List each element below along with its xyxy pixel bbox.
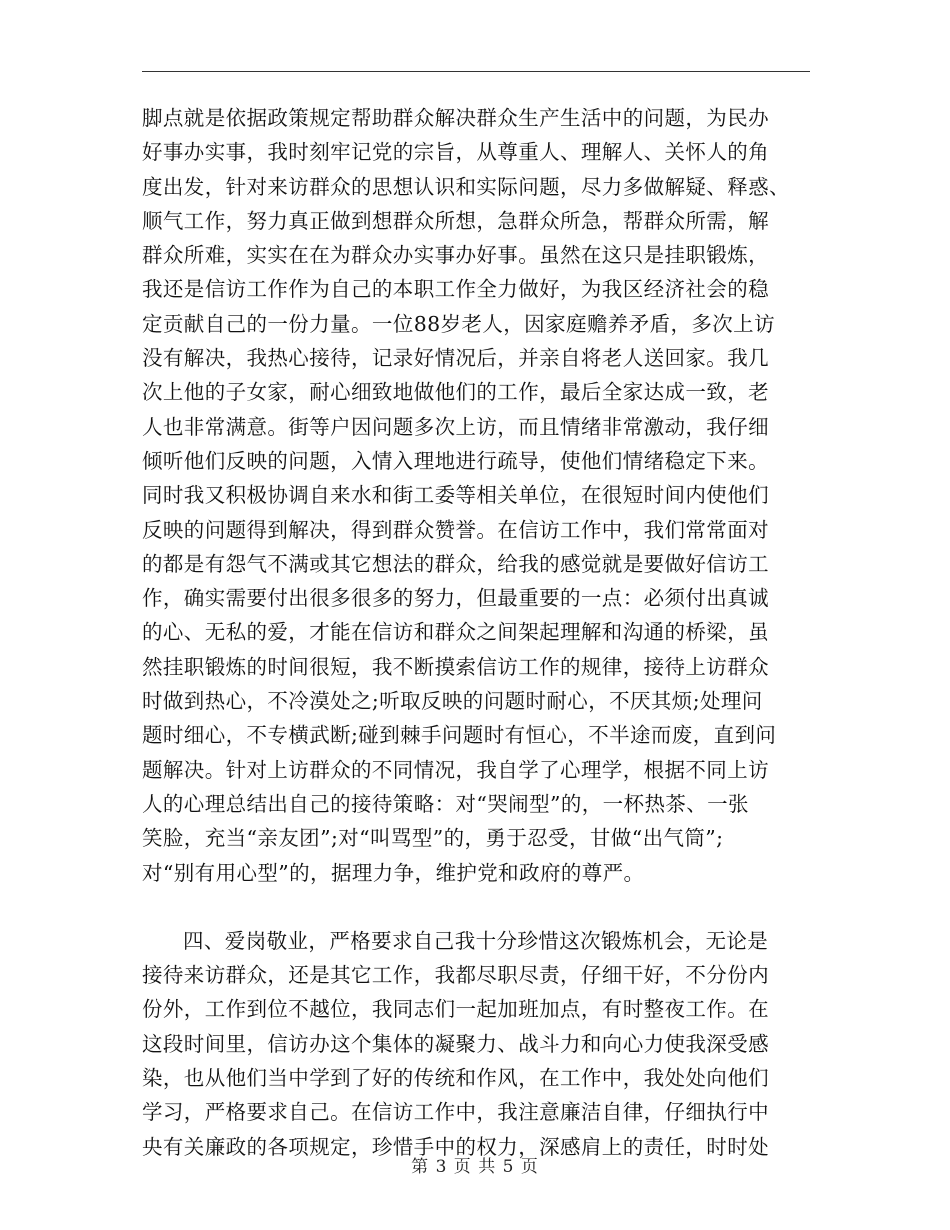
text-line: 然挂职锻炼的时间很短，我不断摸索信访工作的规律，接待上访群众 [142,654,769,679]
text-line: 份外，工作到位不越位，我同志们一起加班加点，有时整夜工作。在 [142,997,769,1022]
text-line: 四、爱岗敬业，严格要求自己我十分珍惜这次锻炼机会，无论是 [183,928,769,953]
text-line: 作，确实需要付出很多很多的努力，但最重要的一点：必须付出真诚 [142,586,769,611]
text-line: 没有解决，我热心接待，记录好情况后，并亲自将老人送回家。我几 [142,346,769,371]
text-line: 学习，严格要求自己。在信访工作中，我注意廉洁自律，仔细执行中 [142,1100,769,1125]
text-line: 的心、无私的爱，才能在信访和群众之间架起理解和沟通的桥梁，虽 [142,620,769,645]
text-line: 度出发，针对来访群众的思想认识和实际问题，尽力多做解疑、释惑、 [142,174,790,199]
text-line: 题解决。针对上访群众的不同情况，我自学了心理学，根据不同上访 [142,757,769,782]
text-line: 人的心理总结出自己的接待策略：对“哭闹型”的，一杯热茶、一张 [142,791,749,816]
text-line: 同时我又积极协调自来水和街工委等相关单位，在很短时间内使他们 [142,483,769,508]
text-line: 的都是有怨气不满或其它想法的群众，给我的感觉就是要做好信访工 [142,551,769,576]
paragraph-1 [142,101,812,890]
text-line: 染，也从他们当中学到了好的传统和作风，在工作中，我处处向他们 [142,1066,769,1091]
text-line: 反映的问题得到解决，得到群众赞誉。在信访工作中，我们常常面对 [142,517,769,542]
header-rule [142,71,810,72]
text-line: 接待来访群众，还是其它工作，我都尽职尽责，仔细干好，不分份内 [142,963,769,988]
text-line: 次上他的子女家，耐心细致地做他们的工作，最后全家达成一致，老 [142,380,769,405]
text-line: 群众所难，实实在在为群众办实事办好事。虽然在这只是挂职锻炼， [142,243,769,268]
text-line: 定贡献自己的一份力量。一位88岁老人，因家庭赡养矛盾，多次上访 [142,311,775,336]
text-line: 人也非常满意。街等户因问题多次上访，而且情绪非常激动，我仔细 [142,414,769,439]
document-body [142,101,812,1164]
text-line: 这段时间里，信访办这个集体的凝聚力、战斗力和向心力使我深受感 [142,1031,769,1056]
paragraph-2 [142,924,812,1164]
text-line: 好事办实事，我时刻牢记党的宗旨，从尊重人、理解人、关怀人的角 [142,140,769,165]
page-number-footer: 第 3 页 共 5 页 [411,1157,539,1177]
text-line: 时做到热心，不冷漠处之;听取反映的问题时耐心，不厌其烦;处理问 [142,689,763,714]
text-line: 我还是信访工作作为自己的本职工作全力做好，为我区经济社会的稳 [142,277,769,302]
text-line: 脚点就是依据政策规定帮助群众解决群众生产生活中的问题，为民办 [142,106,769,130]
text-line: 对“别有用心型”的，据理力争，维护党和政府的尊严。 [142,860,645,885]
text-line: 题时细心，不专横武断;碰到棘手问题时有恒心，不半途而废，直到问 [142,723,777,748]
text-line: 倾听他们反映的问题，入情入理地进行疏导，使他们情绪稳定下来。 [142,448,769,473]
text-line: 顺气工作，努力真正做到想群众所想，急群众所急，帮群众所需，解 [142,208,769,233]
text-line: 央有关廉政的各项规定，珍惜手中的权力，深感肩上的责任，时时处 [142,1134,769,1159]
text-line: 笑脸，充当“亲友团”;对“叫骂型”的，勇于忍受，甘做“出气筒”; [142,826,724,851]
